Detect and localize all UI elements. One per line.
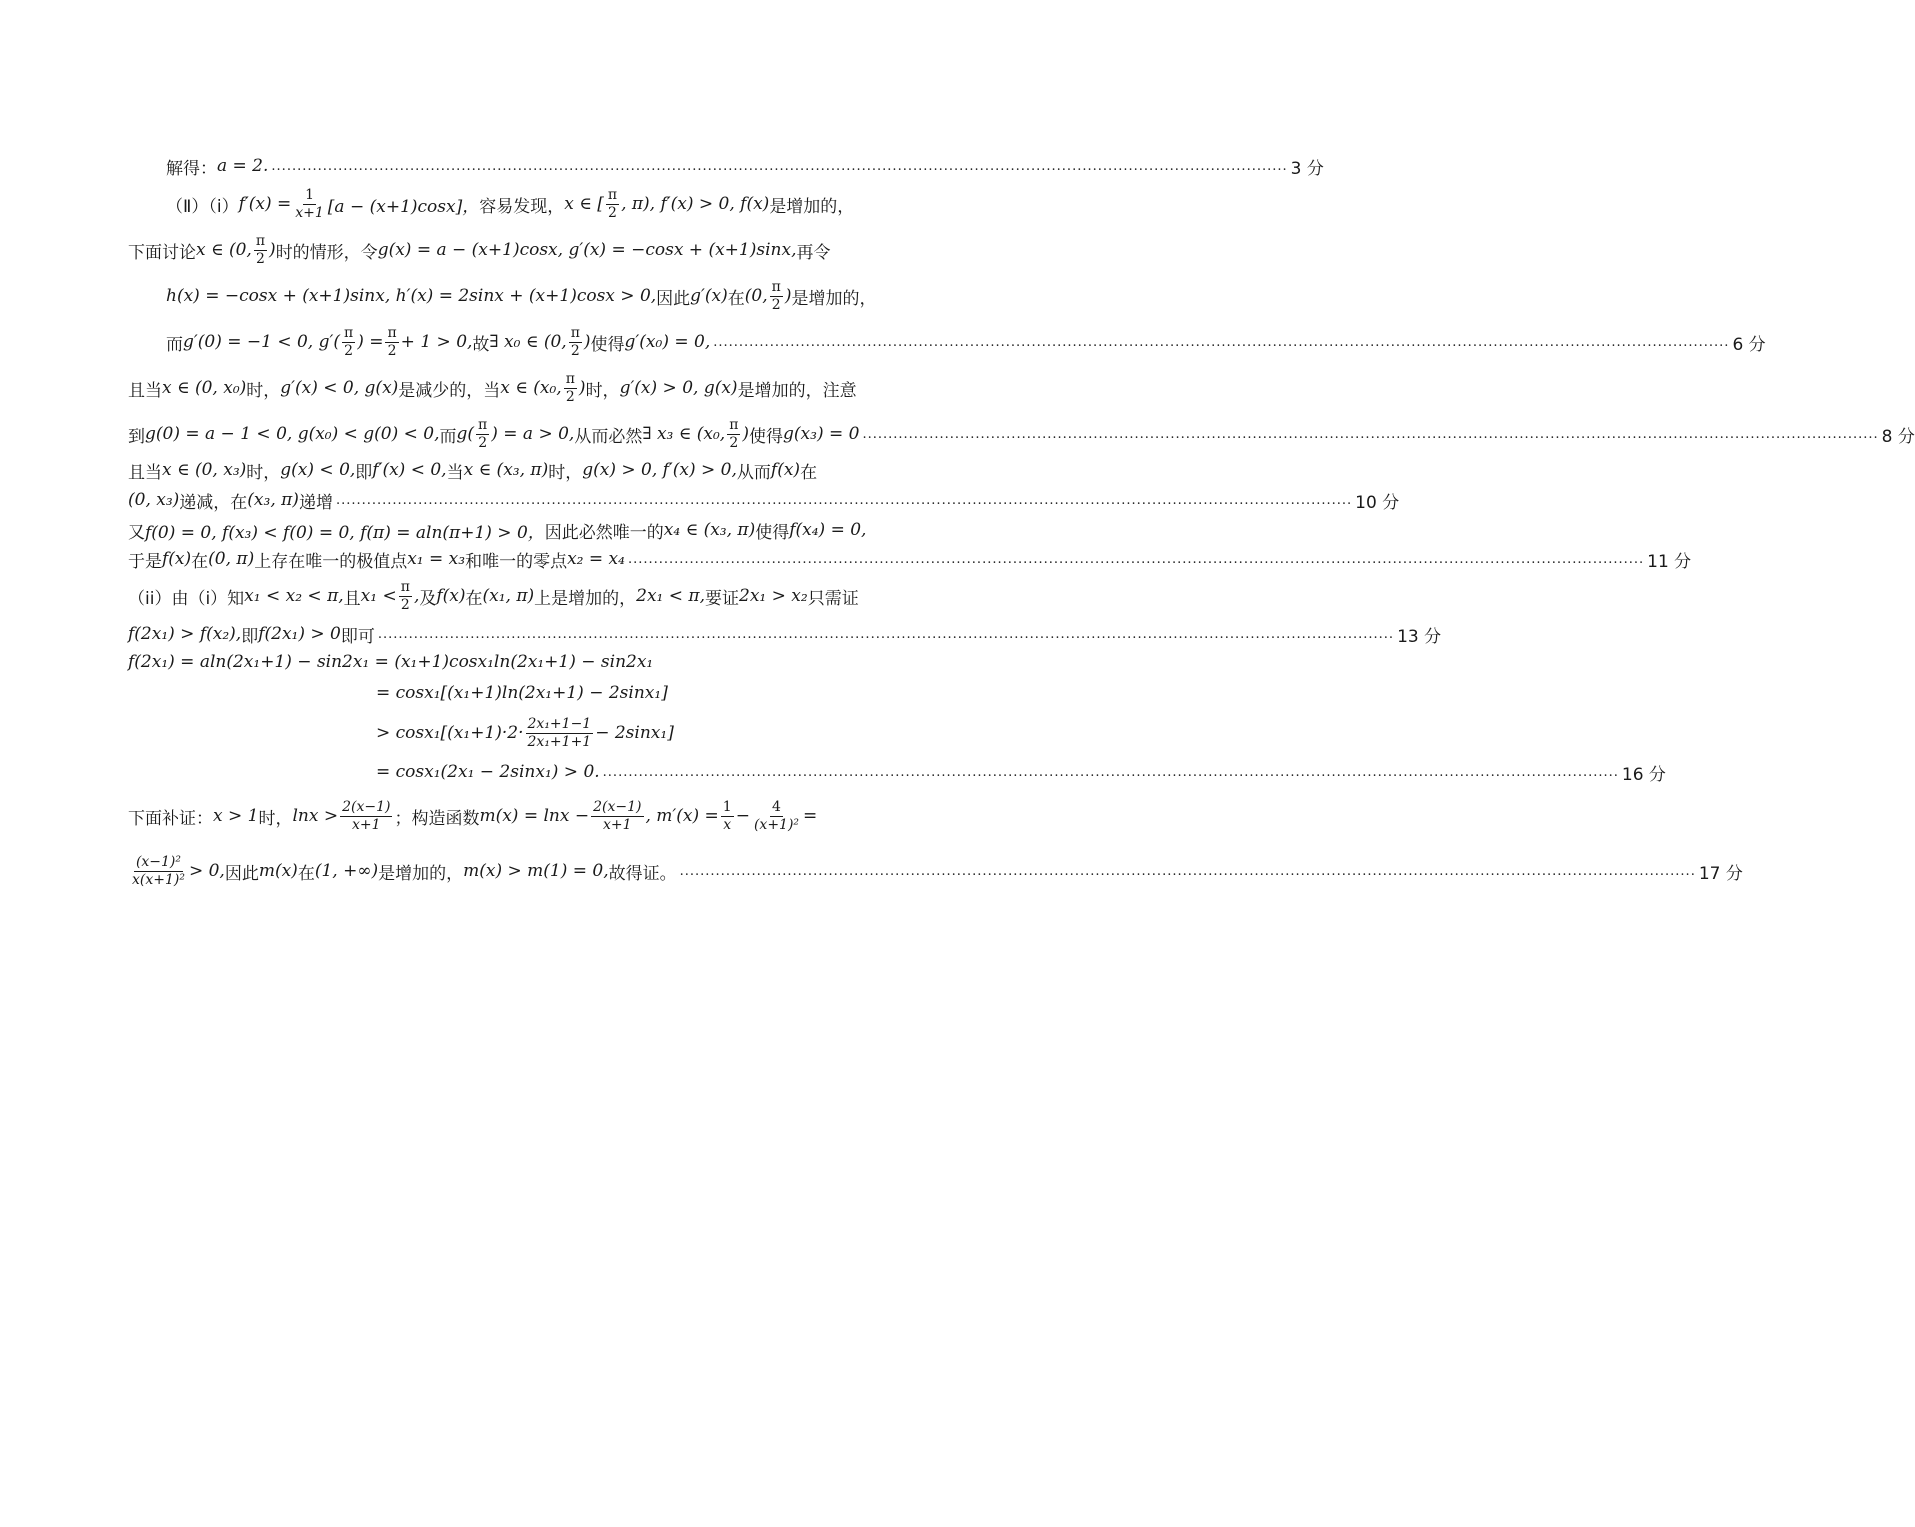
line-decrease-increase: (0, x₃) 递减，在 (x₃, π) 递增 ...................................................................................................................................................................................................... 10 分	[128, 477, 952, 523]
equation-line-1: f(2x₁) = aln(2x₁+1) − sin2x₁ = (x₁+1)cosx₁ln(2x₁+1) − sin2x₁	[128, 652, 654, 672]
line-f-sign: 且当 x ∈ (0, x₃) 时， g(x) < 0, 即 f′(x) < 0, 当 x ∈ (x₃, π) 时， g(x) > 0, f′(x) > 0, 从而 f(x) 在	[128, 460, 818, 483]
line-extremum: 于是 f(x) 在 (0, π) 上存在唯一的极值点 x₁ = x₃ 和唯一的零点 x₂ = x₄ ...................................................................................................................................................................................................... 11 分	[128, 536, 952, 582]
line-part2-i: （Ⅱ）（i） f′(x) = $\frac{1}{x+1}$ [a − (x+1)cosx]， 容易发现， x ∈ [ $\frac{\pi}{2}$ , π), f′(x) > 0, f(x) 是增加的，	[166, 186, 855, 221]
line-supplement: 下面补证： x > 1 时， lnx > $\frac{2(x-1)}{x+1}$ ；构造函数 m(x) = lnx − $\frac{2(x-1)}{x+1}$ , m′(x) = $\frac{1}{x}$ − $\frac{4}{\text{(x+1)²}}$ =	[128, 798, 818, 833]
score-3: 3 分	[1290, 158, 1324, 179]
equation-line-2: = cosx₁[(x₁+1)ln(2x₁+1) − 2sinx₁]	[376, 683, 668, 703]
score-17: 17 分	[1698, 863, 1743, 884]
equation-line-4: = cosx₁(2x₁ − 2sinx₁) > 0. ...................................................................................................................................................................................................... 16 分	[376, 749, 952, 795]
line-h: h(x) = −cosx + (x+1)sinx, h′(x) = 2sinx + (x+1)cosx > 0, 因此 g′(x) 在 (0, $\frac{\pi}{2}$ ) 是增加的，	[166, 278, 877, 313]
line-monotonic-g: 且当 x ∈ (0, x₀) 时， g′(x) < 0, g(x) 是减少的，当 x ∈ (x₀, $\frac{\pi}{2}$ ) 时， g′(x) > 0, g(x) 是增加的，注意	[128, 370, 857, 405]
equation-line-3: > cosx₁[(x₁+1)·2· $\frac{\text{2x₁+1−1}}{\text{2x₁+1+1}}$ − 2sinx₁]	[376, 715, 674, 750]
line-discuss: 下面讨论 x ∈ (0, $\frac{\pi}{2}$ ) 时的情形，令 g(x) = a − (x+1)cosx, g′(x) = −cosx + (x+1)sinx, 再令	[128, 232, 831, 267]
line-g-prime: 而 g′(0) = −1 < 0, g′( $\frac{\pi}{2}$ ) = $\frac{\pi}{2}$ + 1 > 0, 故 ∃ x₀ ∈ (0, $\frac{\pi}{2}$ ) 使得 g′(x₀) = 0, ...................................................................................................................................................................................................... 6 分	[166, 324, 1766, 359]
score-10: 10 分	[1355, 492, 1400, 513]
line-need-prove: f(2x₁) > f(x₂), 即 f(2x₁) > 0 即可 ...................................................................................................................................................................................................... 13 分	[128, 611, 952, 657]
line-solve-a: 解得： a = 2. ...................................................................................................................................................................................................... 3 分	[166, 143, 952, 189]
score-13: 13 分	[1397, 626, 1442, 647]
line-part-ii: （ii）由（i）知 x₁ < x₂ < π, 且 x₁ < $\frac{\pi}{2}$ , 及 f(x) 在 (x₁, π) 上是增加的， 2x₁ < π, 要证 2x₁ > x₂ 只需证	[128, 578, 859, 613]
score-8: 8 分	[1881, 426, 1915, 447]
score-11: 11 分	[1647, 551, 1692, 572]
score-16: 16 分	[1621, 764, 1666, 785]
score-6: 6 分	[1732, 334, 1766, 355]
line-f-values: 又 f(0) = 0, f(x₃) < f(0) = 0, f(π) = aln(π+1) > 0， 因此必然唯一的 x₄ ∈ (x₃, π) 使得 f(x₄) = 0,	[128, 520, 867, 543]
line-g0: 到 g(0) = a − 1 < 0, g(x₀) < g(0) < 0, 而 g( $\frac{\pi}{2}$ ) = a > 0, 从而必然 ∃ x₃ ∈ (x₀, $\frac{\pi}{2}$ ) 使得 g(x₃) = 0 ...................................................................................................................................................................................................... 8 分	[128, 416, 1915, 451]
line-conclusion: $\frac{\text{(x−1)²}}{\text{x(x+1)²}}$ > 0, 因此 m(x) 在 (1, +∞) 是增加的， m(x) > m(1) = 0, 故得证。 ...................................................................................................................................................................................................... 17 分	[132, 853, 1743, 888]
